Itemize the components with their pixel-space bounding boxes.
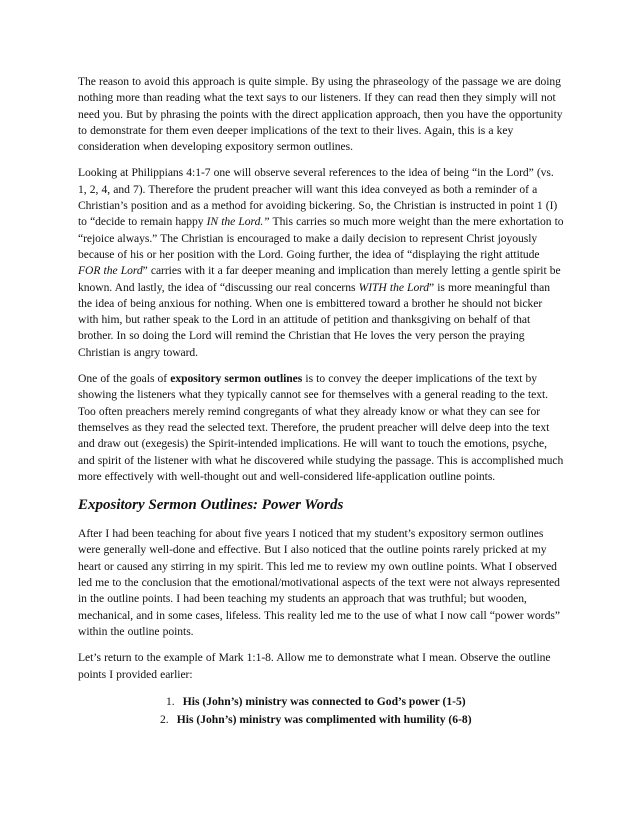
outline-point-number: 1. — [166, 694, 175, 708]
paragraph-2-emphasis-with-the-lord: WITH the Lord — [358, 280, 429, 294]
paragraph-2-text-g: ” is more meaningful than the idea of being anxious for nothing. When one is embittered toward a brother he should not bicker with him, but rather speak to the Lord in an attitude of petition and thanksgiving on behalf of that brother. In so doing the Lord will remind the Christian that He loves the very person the praying Christian is angry toward. — [78, 280, 550, 359]
outline-point — [78, 693, 564, 711]
paragraph-4: After I had been teaching for about five years I noticed that my student’s expository sermon outlines were generally well-done and effective. But I also noticed that the outline points rarely pricked at my heart or caused any stirring in my spirit. This led me to review my own outline points. What I observed led me to the conclusion that the emotional/motivational aspects of the text were not always represented in the outline points. I had been teaching my students an approach that was truthful; but wooden, mechanical, and in some cases, lifeless. This reality led me to the use of what I now call “power words” within the outline points. — [78, 527, 560, 638]
outline-point-text: His (John’s) ministry was connected to God’s power (1-5) — [182, 694, 466, 708]
paragraph-1: The reason to avoid this approach is quite simple. By using the phraseology of the passage we are doing nothing more than reading what the text says to our listeners. If they can read then they simply will not need you. But by phrasing the points with the direct application approach, then you have the opportunity to demonstrate for them even deeper implications of the text to their lives. Again, this is a key consideration when developing expository sermon outlines. — [78, 75, 563, 154]
outline-points-list — [78, 693, 564, 729]
paragraph-2-emphasis-for-the-lord: FOR the Lord — [78, 264, 143, 278]
outline-point-text: His (John’s) ministry was complimented with humility (6-8) — [176, 712, 472, 726]
paragraph-2-emphasis-in-the-lord: IN the Lord.” — [206, 215, 270, 229]
paragraph-2-text-a: Looking at Philippians 4:1-7 one will observe several references to the idea of being “in the Lord” (vs. 1, 2, 4, and 7). Therefore the prudent preacher will want this idea conveyed as both a reminder of a Christian’s position and as a method for avoiding bickering. So, the Christian is instructed in point 1 (I) to “decide to remain happy — [78, 166, 558, 229]
paragraph-2-text-e: ” carries with it a far deeper meaning and implication than merely letting a gentle spirit be known. And lastly, the idea of “discussing our real concerns — [78, 264, 561, 294]
paragraph-2-text-c: This carries so much more weight than the mere exhortation to “rejoice always.” The Christian is encouraged to make a daily decision to represent Christ joyously because of his or her position with the Lord. Going further, the idea of “displaying the right attitude — [78, 215, 564, 261]
paragraph-3-bold-term: expository sermon outlines — [170, 372, 303, 386]
document-page — [78, 74, 564, 729]
paragraph-3 — [78, 371, 564, 485]
section-heading: Expository Sermon Outlines: Power Words — [78, 497, 344, 514]
paragraph-3-text-a: One of the goals of — [78, 372, 171, 386]
outline-point-number: 2. — [160, 712, 169, 726]
outline-point — [78, 711, 564, 729]
paragraph-3-text-c: is to convey the deeper implications of the text by showing the listeners what they typically cannot see for themselves with a general reading to the text. Too often preachers merely remind congregants of what they already know or what they can see for themselves as they read the selected text. Therefore, the prudent preacher will delve deep into the text and draw out (exegesis) the Spirit-intended implications. He will want to touch the emotions, psyche, and spirit of the listener with what he discovered while studying the passage. This is accomplished much more effectively with well-thought out and well-considered life-application outline points. — [78, 372, 564, 483]
paragraph-2 — [78, 165, 564, 361]
paragraph-5: Let’s return to the example of Mark 1:1-8. Allow me to demonstrate what I mean. Observe the outline points I provided earlier: — [78, 651, 551, 681]
